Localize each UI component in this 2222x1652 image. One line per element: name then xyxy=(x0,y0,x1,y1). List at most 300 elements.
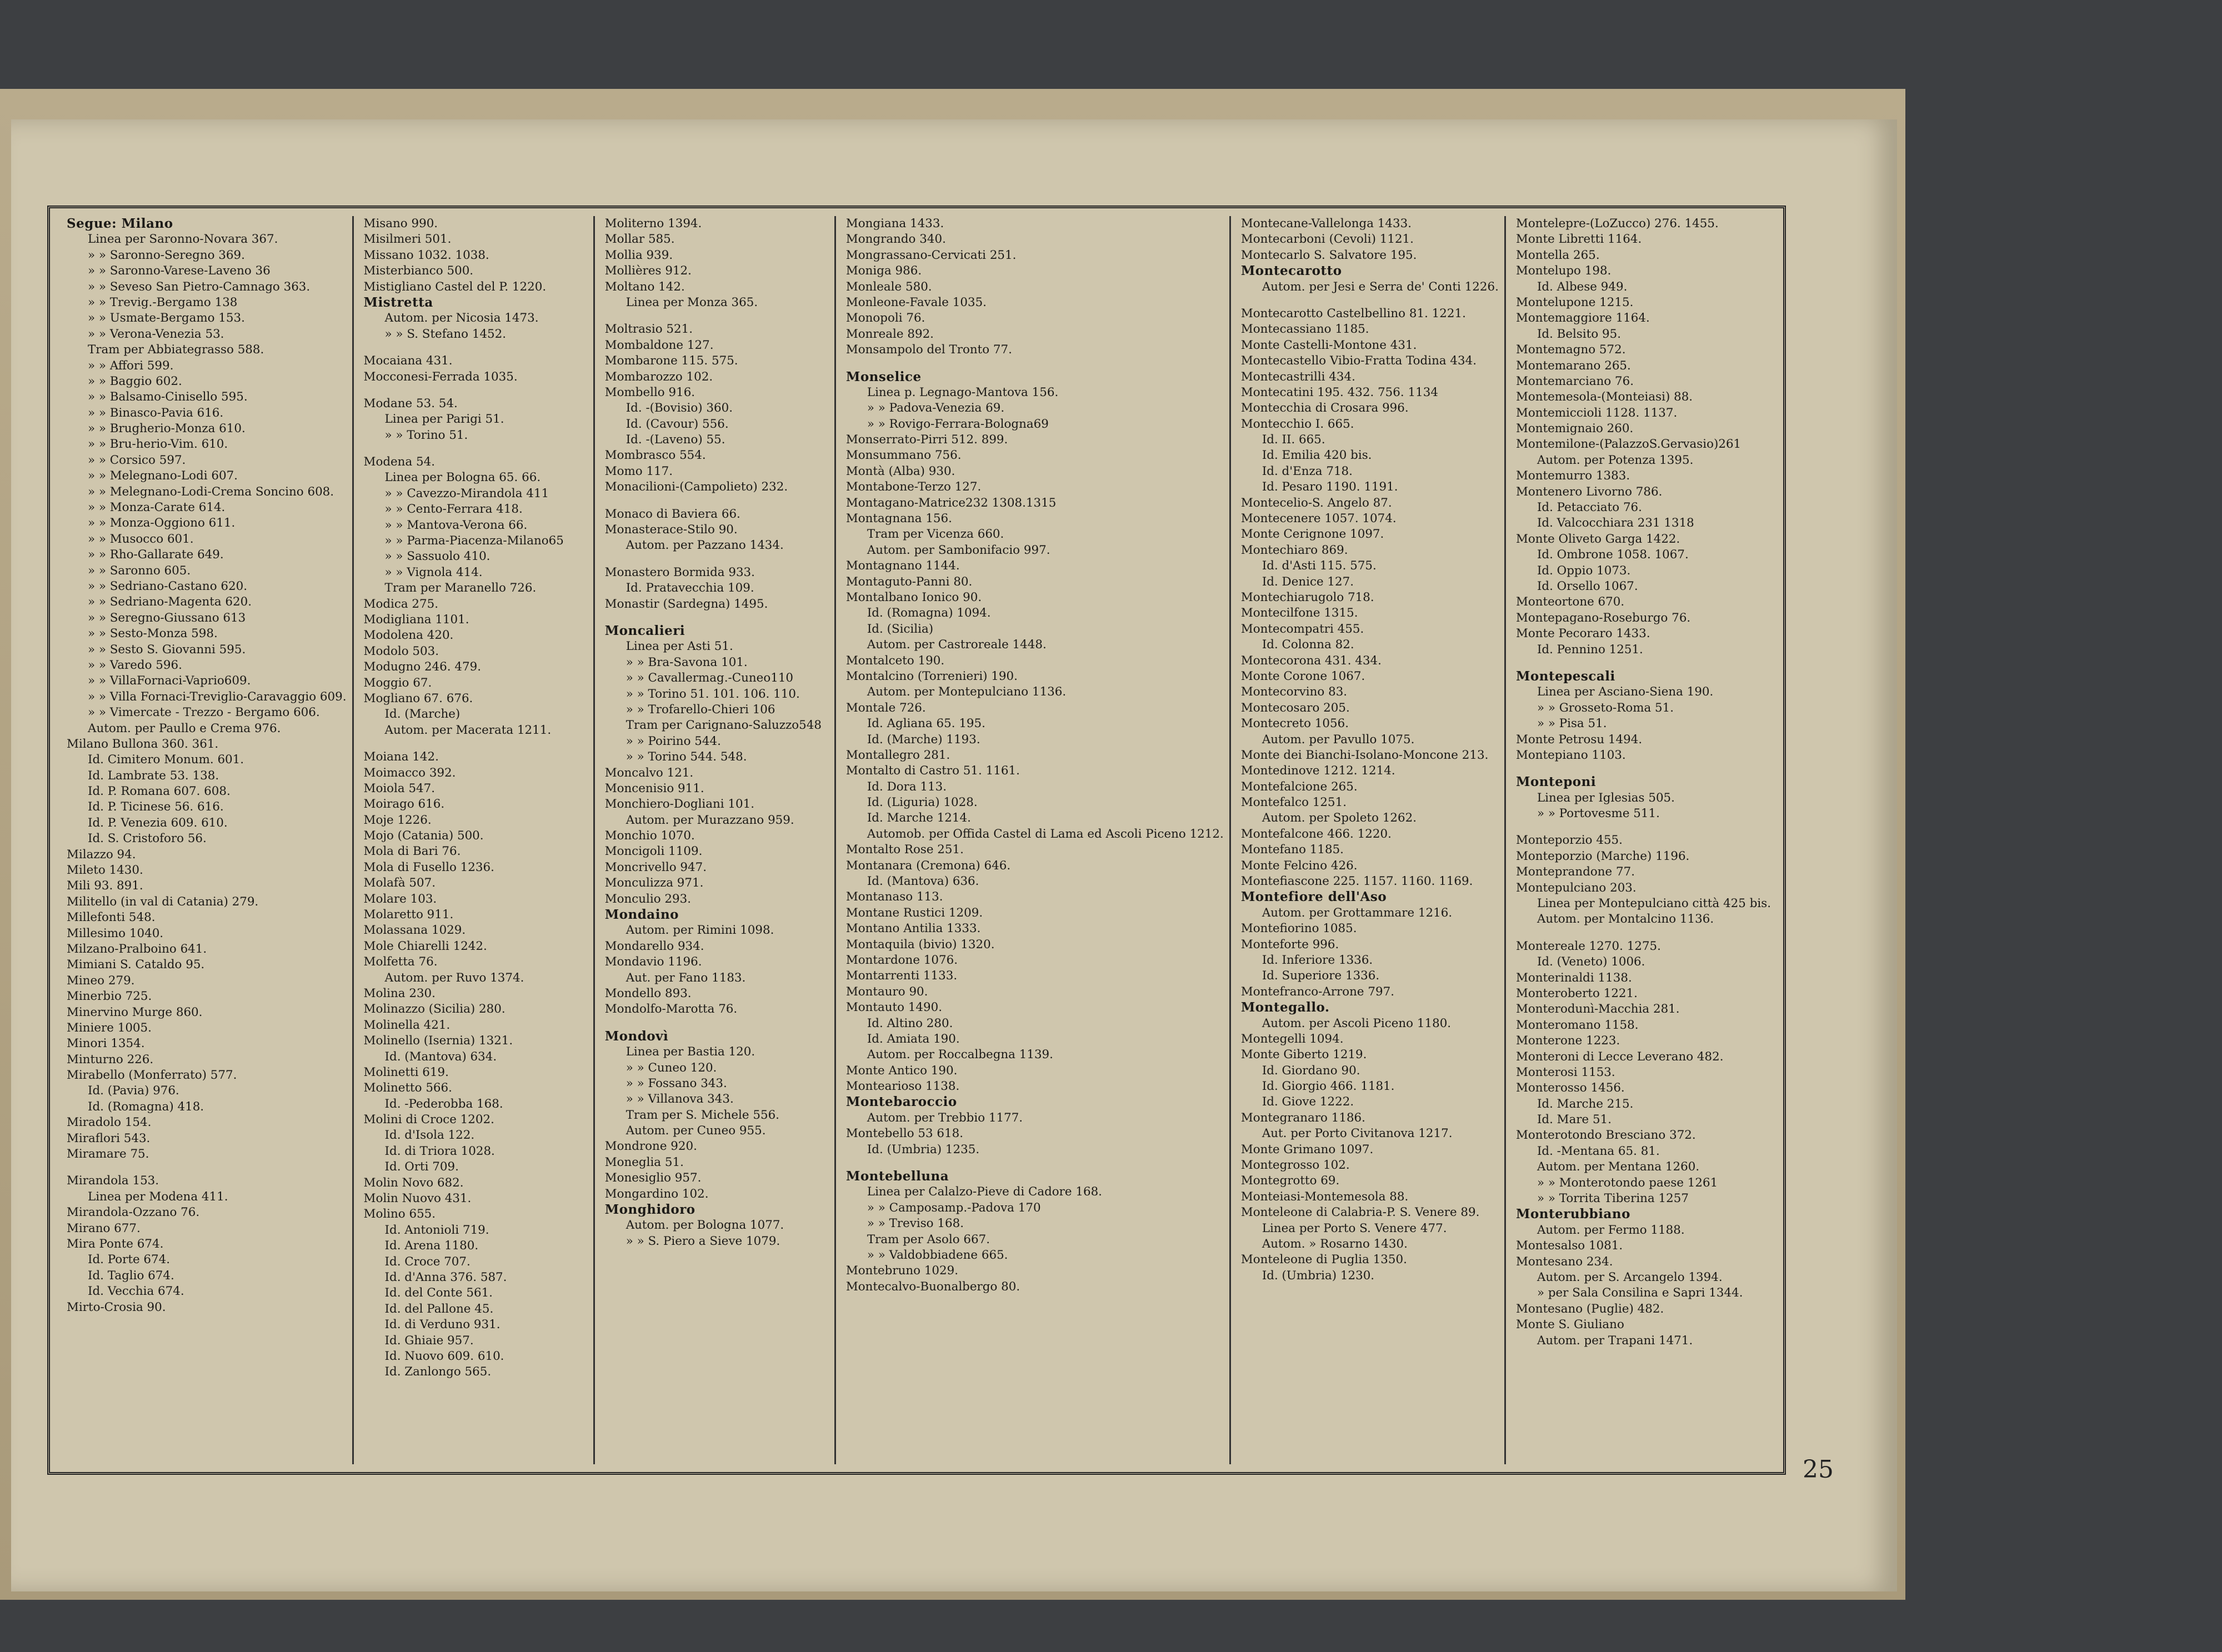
index-entry: Monte dei Bianchi-Isolano-Moncone 213. xyxy=(1240,748,1489,762)
index-entry: Id. del Conte 561. xyxy=(384,1286,493,1300)
index-entry: Monteromano 1158. xyxy=(1515,1018,1639,1032)
index-entry: Montefalco 1251. xyxy=(1240,795,1347,810)
index-entry: Modolo 503. xyxy=(363,644,439,658)
index-entry: Montefano 1185. xyxy=(1240,843,1344,857)
index-entry: » » Camposamp.-Padova 170 xyxy=(867,1200,1041,1215)
index-entry: Montecosaro 205. xyxy=(1240,700,1350,715)
index-entry: Monte Grimano 1097. xyxy=(1240,1142,1374,1157)
index-entry: Montemagno 572. xyxy=(1515,343,1626,357)
index-entry: Id. (Pavia) 976. xyxy=(88,1084,179,1098)
index-entry: Id. -Mentana 65. 81. xyxy=(1537,1144,1660,1158)
index-entry: » » Binasco-Pavia 616. xyxy=(88,406,224,420)
index-entry: » » Bra-Savona 101. xyxy=(625,655,748,669)
index-entry: Mongrando 340. xyxy=(845,232,946,247)
index-entry: Aut. per Porto Civitanova 1217. xyxy=(1262,1127,1453,1141)
index-entry: » » Padova-Venezia 69. xyxy=(867,401,1005,415)
index-entry: Id. Cimitero Monum. 601. xyxy=(88,753,244,767)
index-entry: Autom. per Castroreale 1448. xyxy=(867,638,1047,652)
index-entry: Mombrasco 554. xyxy=(604,448,706,463)
index-entry: Montemignaio 260. xyxy=(1515,422,1634,436)
index-entry: Montauro 90. xyxy=(845,984,928,999)
index-entry: Montemesola-(Monteiasi) 88. xyxy=(1515,390,1693,404)
index-entry: Autom. per Grottammare 1216. xyxy=(1262,905,1453,920)
index-entry: » » Torrita Tiberina 1257 xyxy=(1537,1192,1689,1206)
index-entry: Id. Nuovo 609. 610. xyxy=(384,1349,504,1363)
index-entry: Montalto di Castro 51. 1161. xyxy=(845,764,1020,778)
index-entry: Id. Zanlongo 565. xyxy=(384,1365,492,1379)
index-entry: Montechiaro 869. xyxy=(1240,543,1348,557)
index-entry: Id. Porte 674. xyxy=(88,1253,171,1267)
section-heading: Monghidoro xyxy=(604,1202,695,1218)
index-entry: » » Mantova-Verona 66. xyxy=(384,518,528,532)
index-entry: Monte Felcino 426. xyxy=(1240,858,1358,873)
index-entry: Montale 726. xyxy=(845,700,926,715)
index-entry: Mojo (Catania) 500. xyxy=(363,829,484,843)
index-entry: Autom. per Paullo e Crema 976. xyxy=(88,721,281,735)
index-entry: Tram per Maranello 726. xyxy=(384,581,537,595)
index-entry: Id. Petacciato 76. xyxy=(1537,500,1642,515)
index-entry: Autom. per Spoleto 1262. xyxy=(1262,811,1417,825)
index-entry: Id. Giordano 90. xyxy=(1262,1063,1360,1078)
index-entry: Id. (Romagna) 1094. xyxy=(867,606,991,620)
index-entry: Millefonti 548. xyxy=(67,910,156,925)
index-entry: Miradolo 154. xyxy=(67,1115,152,1130)
index-entry: Montecane-Vallelonga 1433. xyxy=(1240,217,1412,231)
index-entry: Autom. per Cuneo 955. xyxy=(625,1124,766,1138)
index-entry: Mineo 279. xyxy=(67,973,135,988)
index-entry: Mirabello (Monferrato) 577. xyxy=(67,1068,237,1083)
section-gap xyxy=(846,358,1224,369)
index-entry: Id. Colonna 82. xyxy=(1262,638,1354,652)
index-entry: Id. Orti 709. xyxy=(384,1160,459,1174)
index-entry: » » Monterotondo paese 1261 xyxy=(1537,1175,1718,1190)
section-heading: Montecarotto xyxy=(1240,263,1342,279)
index-entry: Id. Lambrate 53. 138. xyxy=(88,768,219,783)
index-entry: Monacilioni-(Campolieto) 232. xyxy=(604,480,788,494)
index-entry: Mollar 585. xyxy=(604,232,675,247)
index-column-6 xyxy=(1506,216,1776,1464)
index-entry: Moimacco 392. xyxy=(363,765,456,780)
index-entry: » » Rovigo-Ferrara-Bologna69 xyxy=(867,417,1049,431)
index-entry: » » Pisa 51. xyxy=(1537,717,1607,731)
index-entry: Montemarano 265. xyxy=(1515,358,1631,373)
index-entry: Molinella 421. xyxy=(363,1018,451,1032)
index-entry: Mileto 1430. xyxy=(67,863,143,878)
section-gap xyxy=(605,311,829,322)
index-entry: Monte Petrosu 1494. xyxy=(1515,732,1643,747)
index-entry: Moggio 67. xyxy=(363,675,432,690)
index-entry: Monsummano 756. xyxy=(845,448,962,463)
index-entry: Montecompatri 455. xyxy=(1240,622,1364,636)
section-heading: Mondovì xyxy=(604,1028,669,1044)
index-entry: » » Trofarello-Chieri 106 xyxy=(625,702,775,717)
index-entry: Moltano 142. xyxy=(604,279,685,294)
index-entry: Monasterace-Stilo 90. xyxy=(604,523,738,537)
index-entry: Mondello 893. xyxy=(604,986,692,1000)
index-entry: » » Rho-Gallarate 649. xyxy=(88,548,224,562)
index-entry: Mombello 916. xyxy=(604,385,695,399)
index-entry: Id. (Cavour) 556. xyxy=(625,417,729,431)
index-entry: Montanara (Cremona) 646. xyxy=(845,858,1011,873)
index-entry: Moncenisio 911. xyxy=(604,781,704,795)
index-entry: Montallegro 281. xyxy=(845,748,950,762)
index-entry: Id. Emilia 420 bis. xyxy=(1262,448,1372,463)
index-entry: » » Cento-Ferrara 418. xyxy=(384,502,523,517)
index-entry: Autom. per Bologna 1077. xyxy=(625,1218,784,1233)
index-entry: Id. Belsito 95. xyxy=(1537,327,1622,341)
index-entry: Montegrosso 102. xyxy=(1240,1158,1350,1173)
index-entry: Monculizza 971. xyxy=(604,876,704,890)
index-entry: Autom. per Montepulciano 1136. xyxy=(867,685,1067,699)
index-entry: Mili 93. 891. xyxy=(67,879,143,893)
index-entry: Monterone 1223. xyxy=(1515,1034,1620,1048)
section-heading: Montegallo. xyxy=(1240,1000,1330,1015)
index-entry: Autom. per Mentana 1260. xyxy=(1537,1160,1700,1174)
index-entry: Monteiasi-Montemesola 88. xyxy=(1240,1189,1409,1204)
index-entry: Autom. per Sambonifacio 997. xyxy=(867,543,1050,557)
index-entry: » » Bru-herio-Vim. 610. xyxy=(88,437,228,452)
index-entry: Monaco di Baviera 66. xyxy=(604,507,740,521)
index-entry: Mogliano 67. 676. xyxy=(363,691,473,705)
index-entry: Autom. » Rosarno 1430. xyxy=(1262,1237,1408,1251)
index-entry: Montecarotto Castelbellino 81. 1221. xyxy=(1240,306,1466,321)
index-entry: Tram per S. Michele 556. xyxy=(625,1108,779,1122)
index-entry: » » Baggio 602. xyxy=(88,374,182,388)
index-entry: Id. Pratavecchia 109. xyxy=(625,581,754,595)
index-entry: Mirandola-Ozzano 76. xyxy=(67,1205,200,1220)
index-entry: Montecarboni (Cevoli) 1121. xyxy=(1240,232,1414,247)
index-entry: Id. d'Asti 115. 575. xyxy=(1262,559,1377,573)
index-entry: Mocaiana 431. xyxy=(363,354,453,368)
index-entry: Id. (Liguria) 1028. xyxy=(867,795,978,810)
index-entry: Milano Bullona 360. 361. xyxy=(67,737,219,751)
index-entry: » » Balsamo-Cinisello 595. xyxy=(88,390,248,404)
index-entry: Monreale 892. xyxy=(845,327,934,341)
index-entry: Montecelio-S. Angelo 87. xyxy=(1240,495,1392,510)
index-entry: Mira Ponte 674. xyxy=(67,1237,164,1251)
index-entry: Montaguto-Panni 80. xyxy=(845,574,973,589)
index-entry: Linea per Parigi 51. xyxy=(384,412,504,427)
index-entry: Id. P. Venezia 609. 610. xyxy=(88,815,228,830)
index-entry: Molassana 1029. xyxy=(363,923,466,938)
index-entry: » » Affori 599. xyxy=(88,358,174,373)
index-entry: Id. (Marche) xyxy=(384,707,461,722)
index-entry: Montecchia di Crosara 996. xyxy=(1240,401,1409,415)
index-entry: Autom. per Nicosia 1473. xyxy=(384,311,539,326)
index-entry: Autom. per Ascoli Piceno 1180. xyxy=(1262,1016,1452,1030)
index-entry: Miramare 75. xyxy=(67,1147,149,1162)
index-entry: Moncigoli 1109. xyxy=(604,844,703,859)
index-entry: Montabone-Terzo 127. xyxy=(845,480,982,494)
section-heading: Monterubbiano xyxy=(1515,1207,1630,1222)
index-entry: Monleale 580. xyxy=(845,279,932,294)
section-heading: Montefiore dell'Aso xyxy=(1240,889,1387,905)
index-entry: Montearioso 1138. xyxy=(845,1079,960,1094)
index-entry: Id. (Umbria) 1230. xyxy=(1262,1268,1375,1283)
index-entry: Montecorvino 83. xyxy=(1240,685,1348,699)
index-entry: » » Parma-Piacenza-Milano65 xyxy=(384,534,564,548)
index-entry: Mongiana 1433. xyxy=(845,217,944,231)
index-entry: Modolena 420. xyxy=(363,628,454,643)
index-entry: Montefalcone 466. 1220. xyxy=(1240,827,1392,841)
index-entry: » » Grosseto-Roma 51. xyxy=(1537,700,1674,715)
index-column-2 xyxy=(354,216,595,1464)
section-gap xyxy=(1516,658,1771,669)
index-entry: Montecreto 1056. xyxy=(1240,717,1349,731)
index-entry: Autom. per Pavullo 1075. xyxy=(1262,732,1415,747)
index-entry: Tram per Carignano-Saluzzo548 xyxy=(625,718,822,733)
index-entry: Militello (in val di Catania) 279. xyxy=(67,894,259,909)
index-entry: Linea per Calalzo-Pieve di Cadore 168. xyxy=(867,1185,1102,1199)
index-entry: Molare 103. xyxy=(363,892,437,906)
index-entry: Monte Pecoraro 1433. xyxy=(1515,627,1650,641)
index-entry: Id. (Mantova) 634. xyxy=(384,1049,497,1064)
index-entry: » » Sedriano-Castano 620. xyxy=(88,579,248,593)
index-entry: » » Melegnano-Lodi 607. xyxy=(88,469,238,483)
index-entry: Mongrassano-Cervicati 251. xyxy=(845,248,1017,262)
index-entry: Id. Superiore 1336. xyxy=(1262,969,1380,983)
index-entry: Monesiglio 957. xyxy=(604,1171,702,1185)
index-entry: » » Melegnano-Lodi-Crema Soncino 608. xyxy=(88,484,334,499)
index-entry: Mondavio 1196. xyxy=(604,955,702,969)
index-entry: Moneglia 51. xyxy=(604,1155,684,1169)
index-entry: Id. -Pederobba 168. xyxy=(384,1097,503,1111)
index-entry: » » Sassuolo 410. xyxy=(384,549,491,564)
index-entry: Id. del Pallone 45. xyxy=(384,1301,494,1316)
index-entry: Montauto 1490. xyxy=(845,1000,943,1015)
section-heading: Monteponi xyxy=(1515,774,1597,790)
index-entry: » » Varedo 596. xyxy=(88,658,182,672)
index-entry: » » Monza-Carate 614. xyxy=(88,500,226,515)
index-entry: Momo 117. xyxy=(604,464,673,478)
index-entry: Molino 655. xyxy=(363,1207,436,1222)
index-entry: Id. Arena 1180. xyxy=(384,1239,479,1253)
index-entry: Molfetta 76. xyxy=(363,955,438,969)
index-entry: Id. d'Isola 122. xyxy=(384,1128,475,1143)
index-entry: Molin Nuovo 431. xyxy=(363,1192,472,1206)
section-gap xyxy=(1241,295,1499,306)
index-entry: Minerbio 725. xyxy=(67,989,152,1004)
index-entry: Monterotondo Bresciano 372. xyxy=(1515,1128,1696,1143)
index-column-1 xyxy=(57,216,354,1464)
index-entry: Montemilone-(PalazzoS.Gervasio)261 xyxy=(1515,437,1741,452)
index-entry: Id. di Verduno 931. xyxy=(384,1318,501,1332)
index-entry: Montanaso 113. xyxy=(845,890,943,904)
index-column-5 xyxy=(1231,216,1506,1464)
index-entry: » » Poirino 544. xyxy=(625,734,721,748)
section-heading: Mistretta xyxy=(363,294,433,310)
index-entry: Montebello 53 618. xyxy=(845,1127,964,1141)
index-entry: Id. Inferiore 1336. xyxy=(1262,953,1373,967)
index-entry: Id. II. 665. xyxy=(1262,433,1325,447)
index-entry: Linea per Saronno-Novara 367. xyxy=(88,232,278,247)
section-heading: Mondaino xyxy=(604,907,679,923)
index-entry: Mondolfo-Marotta 76. xyxy=(604,1002,738,1017)
index-entry: Monculio 293. xyxy=(604,892,692,906)
section-heading: Montebelluna xyxy=(845,1169,949,1184)
index-entry: Id. Amiata 190. xyxy=(867,1032,960,1046)
index-entry: Id. Giove 1222. xyxy=(1262,1095,1354,1109)
section-gap xyxy=(605,1018,829,1029)
index-entry: » » Usmate-Bergamo 153. xyxy=(88,311,245,326)
index-entry: Montebruno 1029. xyxy=(845,1264,959,1278)
index-entry: Id. Ghiaie 957. xyxy=(384,1333,474,1348)
index-entry: Montelupo 198. xyxy=(1515,264,1612,278)
index-entry: Mimiani S. Cataldo 95. xyxy=(67,958,205,972)
index-entry: Mombarone 115. 575. xyxy=(604,354,738,368)
index-entry: Montagnano 1144. xyxy=(845,559,960,573)
index-entry: Id. d'Anna 376. 587. xyxy=(384,1270,507,1284)
index-entry: Montecatini 195. 432. 756. 1134 xyxy=(1240,385,1438,399)
index-entry: Monte Castelli-Montone 431. xyxy=(1240,338,1417,352)
index-entry: » » Verona-Venezia 53. xyxy=(88,327,224,341)
index-entry: » » Saronno-Varese-Laveno 36 xyxy=(88,264,271,278)
index-entry: » » Cavezzo-Mirandola 411 xyxy=(384,486,549,500)
index-entry: » » Torino 544. 548. xyxy=(625,750,747,764)
index-entry: Misilmeri 501. xyxy=(363,232,452,247)
index-entry: Monteporzio (Marche) 1196. xyxy=(1515,849,1690,863)
index-entry: Montesano (Puglie) 482. xyxy=(1515,1301,1664,1316)
index-entry: » » Valdobbiadene 665. xyxy=(867,1248,1008,1262)
index-entry: Montemurro 1383. xyxy=(1515,469,1630,483)
index-entry: Mirto-Crosia 90. xyxy=(67,1300,166,1314)
index-entry: » » Cavallermag.-Cuneo110 xyxy=(625,671,794,685)
index-entry: Id. Pesaro 1190. 1191. xyxy=(1262,480,1398,494)
index-entry: Moniga 986. xyxy=(845,264,922,278)
index-entry: Mombarozzo 102. xyxy=(604,369,713,384)
index-entry: Id. P. Romana 607. 608. xyxy=(88,784,231,799)
index-entry: Monopoli 76. xyxy=(845,311,925,326)
index-entry: Id. Albese 949. xyxy=(1537,279,1628,294)
index-entry: Moltrasio 521. xyxy=(604,322,693,337)
index-entry: Montemiccioli 1128. 1137. xyxy=(1515,406,1678,420)
index-entry: Monleone-Favale 1035. xyxy=(845,295,987,309)
index-entry: Linea per Montepulciano città 425 bis. xyxy=(1537,897,1771,911)
index-entry: » » Saronno 605. xyxy=(88,563,191,578)
index-entry: Molinazzo (Sicilia) 280. xyxy=(363,1002,506,1017)
section-gap xyxy=(1516,822,1771,833)
index-entry: Id. Denice 127. xyxy=(1262,574,1354,589)
index-entry: Molinetti 619. xyxy=(363,1065,449,1079)
index-entry: Montechiarugolo 718. xyxy=(1240,590,1374,604)
index-entry: Montefalcione 265. xyxy=(1240,779,1358,794)
index-entry: Id. (Romagna) 418. xyxy=(88,1099,204,1114)
index-entry: Montecenere 1057. 1074. xyxy=(1240,512,1397,526)
index-entry: Id. (Veneto) 1006. xyxy=(1537,955,1645,969)
section-gap xyxy=(364,385,588,396)
section-heading: Monselice xyxy=(845,369,922,384)
index-entry: Monterodunì-Macchia 281. xyxy=(1515,1002,1680,1017)
index-entry: Id. (Marche) 1193. xyxy=(867,732,980,747)
index-entry: Montegelli 1094. xyxy=(1240,1032,1344,1046)
index-entry: Id. d'Enza 718. xyxy=(1262,464,1353,478)
index-entry: Autom. per Trapani 1471. xyxy=(1537,1333,1693,1348)
section-gap xyxy=(364,738,588,749)
index-entry: Aut. per Fano 1183. xyxy=(625,970,746,985)
index-entry: Montesalso 1081. xyxy=(1515,1239,1623,1253)
index-entry: Molafà 507. xyxy=(363,876,436,890)
index-entry: Misterbianco 500. xyxy=(363,264,474,278)
index-entry: Id. Marche 1214. xyxy=(867,811,971,825)
section-gap xyxy=(364,342,588,353)
index-entry: Autom. per Trebbio 1177. xyxy=(867,1110,1023,1125)
index-entry: » » Treviso 168. xyxy=(867,1217,964,1231)
index-entry: Id. (Mantova) 636. xyxy=(867,874,979,889)
index-entry: Montepiano 1103. xyxy=(1515,748,1626,762)
index-entry: Montardone 1076. xyxy=(845,953,958,967)
index-entry: Modica 275. xyxy=(363,597,439,611)
index-entry: Monterinaldi 1138. xyxy=(1515,970,1632,985)
index-entry: Mongardino 102. xyxy=(604,1187,709,1201)
index-entry: Molinello (Isernia) 1321. xyxy=(363,1034,513,1048)
index-entry: » » S. Piero a Sieve 1079. xyxy=(625,1234,780,1248)
index-entry: Autom. per Rimini 1098. xyxy=(625,923,774,938)
index-entry: Id. (Umbria) 1235. xyxy=(867,1142,980,1157)
index-entry: Id. Oppio 1073. xyxy=(1537,563,1631,578)
index-entry: Montecastrilli 434. xyxy=(1240,369,1355,384)
index-entry: Monteforte 996. xyxy=(1240,937,1339,952)
index-entry: Linea per Asciano-Siena 190. xyxy=(1537,685,1714,699)
index-entry: Montecastello Vibio-Fratta Todina 434. xyxy=(1240,354,1477,368)
index-entry: Linea per Porto S. Venere 477. xyxy=(1262,1221,1447,1235)
section-gap xyxy=(846,1158,1224,1169)
index-entry: Monte S. Giuliano xyxy=(1515,1318,1624,1332)
index-entry: Id. Pennino 1251. xyxy=(1537,642,1643,657)
index-entry: Monchio 1070. xyxy=(604,829,695,843)
index-entry: Monastir (Sardegna) 1495. xyxy=(604,597,768,611)
index-entry: Montagano-Matrice232 1308.1315 xyxy=(845,495,1057,510)
index-column-4 xyxy=(836,216,1231,1464)
index-entry: Montagnana 156. xyxy=(845,512,952,526)
index-entry: Monteleone di Calabria-P. S. Venere 89. xyxy=(1240,1205,1480,1220)
section-heading: Moncalieri xyxy=(604,623,685,638)
index-entry: Id. Marche 215. xyxy=(1537,1097,1634,1111)
index-entry: Monteroni di Lecce Leverano 482. xyxy=(1515,1049,1724,1064)
index-entry: Id. Taglio 674. xyxy=(88,1268,174,1283)
index-entry: Id. Altino 280. xyxy=(867,1016,953,1030)
index-entry: Montepulciano 203. xyxy=(1515,880,1637,895)
index-entry: » » Vignola 414. xyxy=(384,565,483,579)
index-entry: Milzano-Pralboino 641. xyxy=(67,942,207,956)
index-entry: Monteprandone 77. xyxy=(1515,865,1635,879)
index-entry: Missano 1032. 1038. xyxy=(363,248,489,262)
index-entry: Montegranaro 1186. xyxy=(1240,1110,1365,1125)
index-entry: Autom. per Montalcino 1136. xyxy=(1537,912,1714,927)
index-entry: Monte Cerignone 1097. xyxy=(1240,527,1384,542)
index-entry: Montaquila (bivio) 1320. xyxy=(845,937,995,952)
index-entry: Autom. per Potenza 1395. xyxy=(1537,453,1694,467)
index-entry: Montarrenti 1133. xyxy=(845,969,958,983)
index-entry: Miniere 1005. xyxy=(67,1020,152,1035)
index-entry: Moncrivello 947. xyxy=(604,860,707,874)
index-entry: » » Sedriano-Magenta 620. xyxy=(88,595,252,609)
index-entry: Linea per Iglesias 505. xyxy=(1537,790,1675,805)
index-entry: Mollia 939. xyxy=(604,248,673,262)
index-entry: Monte Oliveto Garga 1422. xyxy=(1515,532,1680,546)
index-entry: Monterosso 1456. xyxy=(1515,1081,1625,1095)
index-entry: Moliterno 1394. xyxy=(604,217,702,231)
index-entry: Id. -(Bovisio) 360. xyxy=(625,401,733,415)
index-entry: Montella 265. xyxy=(1515,248,1600,262)
section-gap xyxy=(605,612,829,623)
index-entry: Molina 230. xyxy=(363,986,436,1000)
section-heading: Montebaroccio xyxy=(845,1094,957,1110)
index-entry: Mondarello 934. xyxy=(604,939,704,953)
index-entry: Mole Chiarelli 1242. xyxy=(363,939,487,953)
index-entry: Tram per Asolo 667. xyxy=(867,1232,990,1246)
index-entry: Minori 1354. xyxy=(67,1037,145,1051)
index-entry: Id. Ombrone 1058. 1067. xyxy=(1537,548,1689,562)
